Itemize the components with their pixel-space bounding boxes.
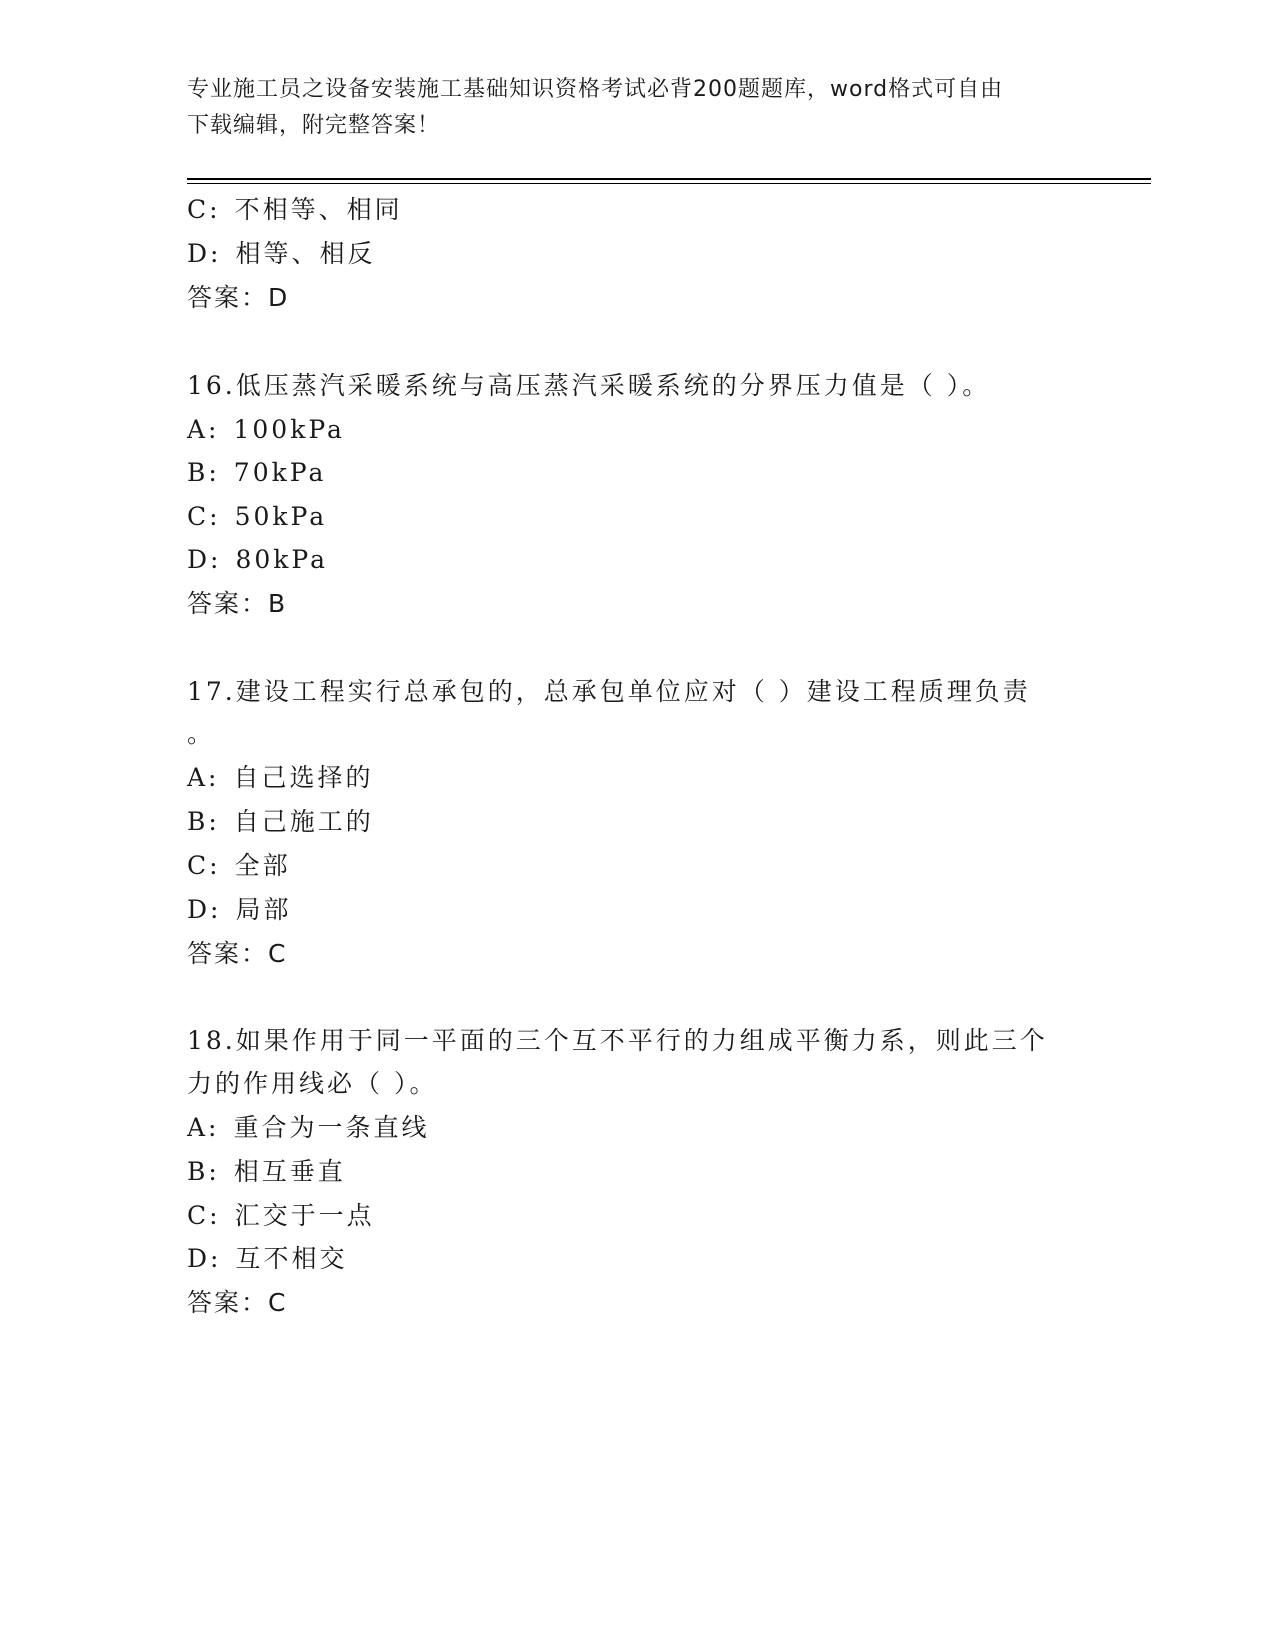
answer-line: 答案：C [187,939,288,968]
option-text: 互不相交 [235,1244,348,1273]
option-letter: B: [187,458,220,487]
option-row [187,1196,375,1236]
option-text: 局部 [235,895,292,924]
option-letter: A: [187,415,220,444]
option-row [187,497,327,537]
option-letter: B: [187,807,220,836]
answer-line: 答案：D [187,283,290,312]
option-row [187,453,326,493]
option-row [187,890,291,930]
header-line-2: 下载编辑，附完整答案！ [187,113,441,138]
answer-line: 答案：B [187,589,288,618]
option-letter: C: [187,1201,221,1230]
header-line-1: 专业施工员之设备安装施工基础知识资格考试必背200题题库，word格式可自由 [187,77,1004,102]
option-letter: C: [187,502,221,531]
option-row [187,234,375,274]
option-text: 不相等、相同 [234,195,403,224]
option-letter: D: [187,545,222,574]
option-letter: A: [187,1113,220,1142]
option-text: 重合为一条直线 [233,1113,430,1142]
question-text: 18.如果作用于同一平面的三个互不平行的力组成平衡力系，则此三个 [187,1026,1048,1055]
option-row [187,1152,346,1192]
option-row [187,410,345,450]
document-header [187,72,1067,144]
option-row [187,802,374,842]
answer-line: 答案：C [187,1288,288,1317]
option-text: 自己选择的 [233,763,374,792]
option-row [187,1108,430,1148]
option-letter: C: [187,851,221,880]
option-row [187,1239,347,1279]
option-letter: A: [187,763,220,792]
option-row [187,846,291,886]
question-text-continued: 力的作用线必（ ）。 [187,1069,438,1098]
option-letter: D: [187,239,222,268]
option-text: 汇交于一点 [234,1201,375,1230]
option-text: 相互垂直 [233,1157,346,1186]
option-text: 相等、相反 [235,239,376,268]
option-text: 全部 [234,851,291,880]
option-text: 70kPa [233,458,327,487]
option-text: 50kPa [234,502,328,531]
option-text: 自己施工的 [233,807,374,836]
option-row [187,540,328,580]
option-letter: D: [187,895,222,924]
header-rule-thin [187,183,1151,184]
option-text: 80kPa [235,545,329,574]
option-row [187,758,374,798]
option-letter: D: [187,1244,222,1273]
option-letter: C: [187,195,221,224]
question-text: 17.建设工程实行总承包的，总承包单位应对（ ）建设工程质理负责 [187,677,1031,706]
option-text: 100kPa [233,415,345,444]
question-text-continued: 。 [187,719,216,748]
question-text: 16.低压蒸汽采暖系统与高压蒸汽采暖系统的分界压力值是（ ）。 [187,371,991,400]
option-letter: B: [187,1157,220,1186]
header-rule-thick [187,178,1151,180]
option-row [187,190,403,230]
